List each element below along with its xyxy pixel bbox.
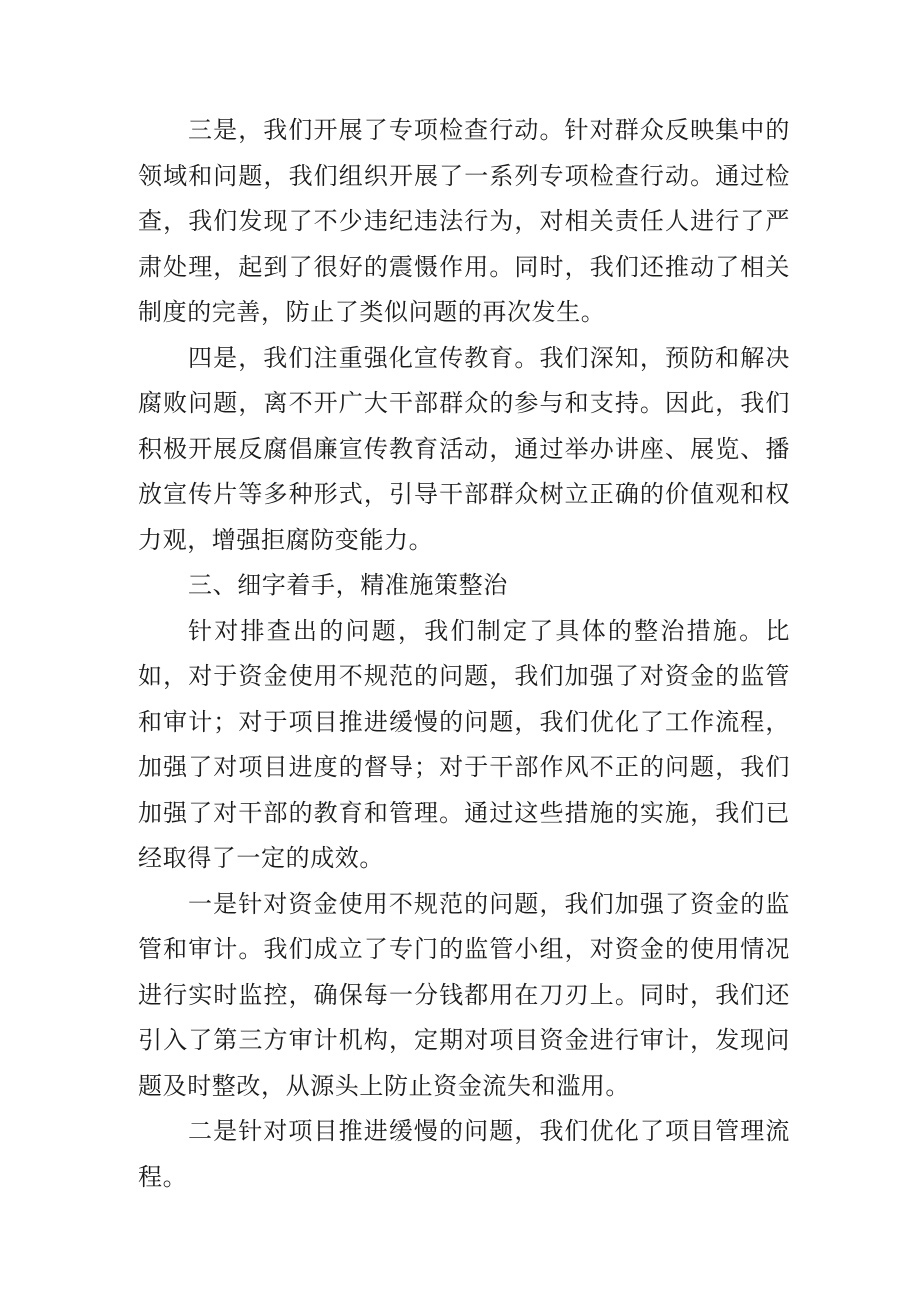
- section-heading: 三、细字着手，精准施策整治: [188, 571, 508, 599]
- paragraph-special-inspection: 三是，我们开展了专项检查行动。针对群众反映集中的领域和问题，我们组织开展了一系列专项检查行动。通过检查，我们发现了不少违纪违法行为，对相关责任人进行了严肃处理，起到了很好的震慑作用。同时，我们还推动了相关制度的完善，防止了类似问题的再次发生。: [138, 116, 790, 326]
- paragraph-fund-supervision: 一是针对资金使用不规范的问题，我们加强了资金的监管和审计。我们成立了专门的监管小组，对资金的使用情况进行实时监控，确保每一分钱都用在刀刃上。同时，我们还引入了第三方审计机构，定期对项目资金进行审计，发现问题及时整改，从源头上防止资金流失和滥用。: [138, 889, 790, 1100]
- paragraph-project-management: 二是针对项目推进缓慢的问题，我们优化了项目管理流程。: [138, 1117, 790, 1191]
- paragraph-rectification-measures: 针对排查出的问题，我们制定了具体的整治措施。比如，对于资金使用不规范的问题，我们加强了对资金的监管和审计；对于项目推进缓慢的问题，我们优化了工作流程，加强了对项目进度的督导；对于干部作风不正的问题，我们加强了对干部的教育和管理。通过这些措施的实施，我们已经取得了一定的成效。: [138, 616, 790, 872]
- document-page: [138, 108, 790, 1200]
- paragraph-publicity-education: 四是，我们注重强化宣传教育。我们深知，预防和解决腐败问题，离不开广大干部群众的参与和支持。因此，我们积极开展反腐倡廉宣传教育活动，通过举办讲座、展览、播放宣传片等多种形式，引导干部群众树立正确的价值观和权力观，增强拒腐防变能力。: [138, 343, 790, 554]
